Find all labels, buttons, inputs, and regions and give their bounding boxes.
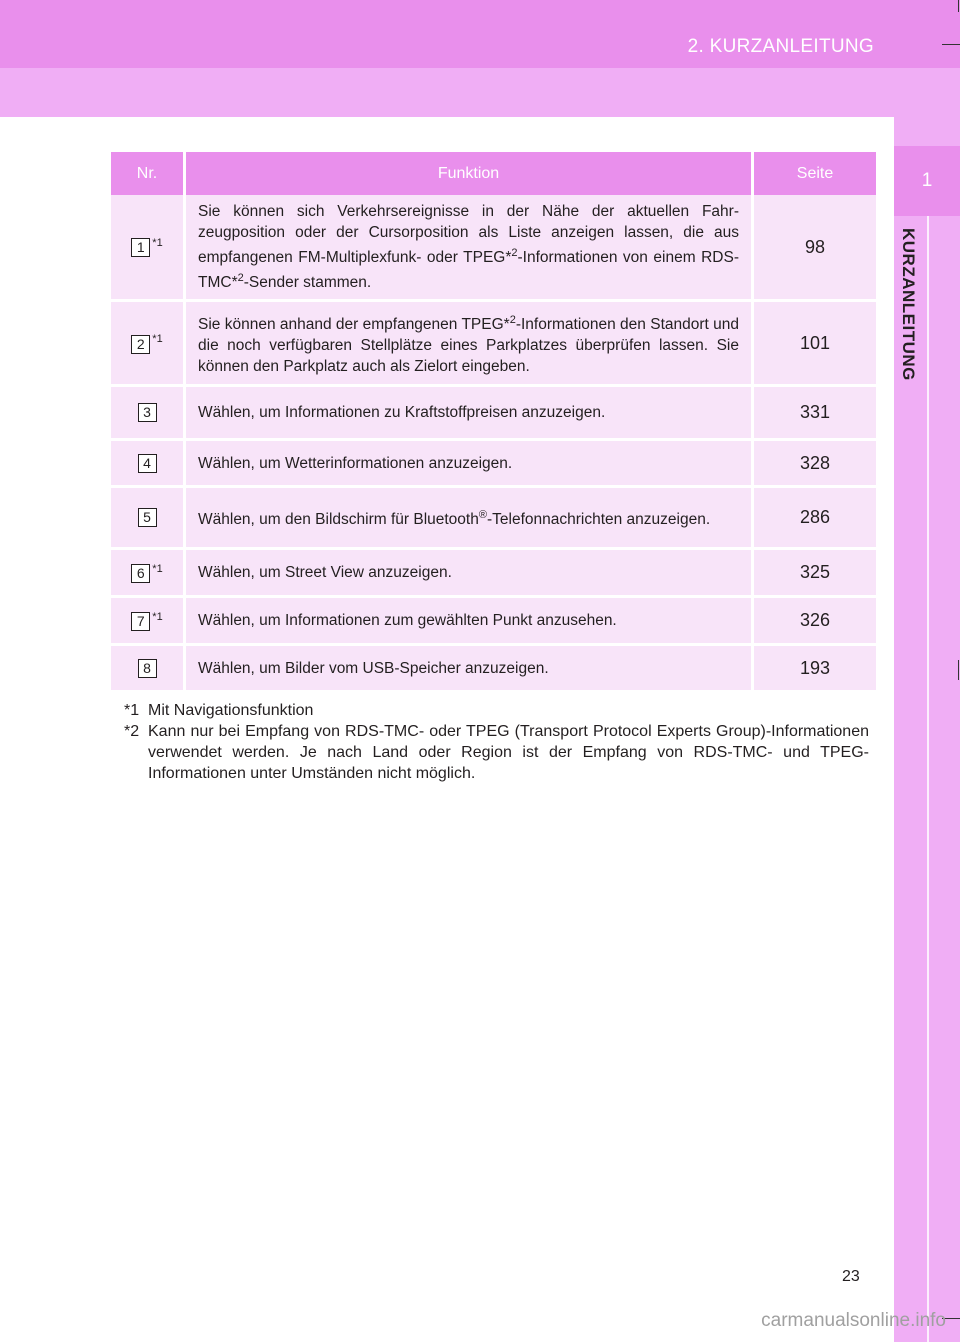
row-number [111, 440, 185, 487]
row-number [111, 195, 185, 301]
chapter-title: 2. KURZANLEITUNG [687, 36, 874, 57]
table-row [111, 386, 876, 440]
row-number [111, 597, 185, 645]
number-box: 1 [131, 238, 150, 257]
number-box: 6 [131, 564, 150, 583]
number-box: 7 [131, 612, 150, 631]
footnote-mark: *2 [124, 723, 140, 740]
row-function: Sie können anhand der empfangenen TPEG*$^2$-Informationen den Standort und die noch verfügbaren Stellplätze eines Parkplatzes überprüfen lassen. Sie können den Parkplatz auch als Zielort eingeben. [185, 301, 753, 386]
header-funktion: Funktion [185, 152, 753, 195]
watermark-text: carmanualsonline.info [761, 1310, 946, 1331]
row-function: Wählen, um Informationen zu Kraftstoffpreisen anzuzeigen. [185, 386, 753, 440]
side-divider [927, 216, 929, 1342]
row-function: Wählen, um Street View anzuzeigen. [185, 549, 753, 597]
footnote [124, 721, 869, 784]
row-page: 325 [753, 549, 877, 597]
row-function: Wählen, um Informationen zum gewählten Punkt anzusehen. [185, 597, 753, 645]
table-header-row [111, 152, 876, 195]
crop-mark [942, 44, 960, 45]
row-number [111, 386, 185, 440]
footnote-text: Mit Navigationsfunktion [148, 702, 314, 719]
row-function: Wählen, um den Bildschirm für Bluetooth®-Telefonnachrichten anzuzeigen. [185, 487, 753, 549]
row-number [111, 487, 185, 549]
crop-mark [958, 660, 959, 680]
row-page: 286 [753, 487, 877, 549]
row-function: Wählen, um Bilder vom USB-Speicher anzuzeigen. [185, 645, 753, 692]
table-row [111, 645, 876, 692]
row-number [111, 549, 185, 597]
row-page: 328 [753, 440, 877, 487]
crop-mark [958, 0, 959, 12]
page-number: 23 [842, 1268, 860, 1285]
header-seite: Seite [753, 152, 877, 195]
footnote-marker: *1 [152, 610, 163, 623]
table-row [111, 487, 876, 549]
chapter-tab-label: KURZANLEITUNG [899, 228, 918, 381]
table-row [111, 597, 876, 645]
table-row [111, 549, 876, 597]
table-row [111, 195, 876, 301]
row-page: 193 [753, 645, 877, 692]
row-number [111, 301, 185, 386]
chapter-tab-number: 1 [894, 146, 960, 216]
number-box: 5 [138, 508, 157, 527]
footnote-marker: *1 [152, 333, 163, 346]
number-box: 8 [138, 659, 157, 678]
row-function: Wählen, um Wetterinformationen anzuzeigen. [185, 440, 753, 487]
row-number [111, 645, 185, 692]
row-function: Sie können sich Verkehrsereignisse in der Nähe der aktuellen Fahrzeugposition oder der Cursorposition als Liste anzeigen lassen, die aus empfangenen FM-Multiplexfunk- oder TPEG*$^2$-Informationen von einem RDS-TMC*$^2$-Sender stammen. [185, 195, 753, 301]
footnotes [124, 700, 869, 784]
number-box: 3 [138, 403, 157, 422]
row-page: 326 [753, 597, 877, 645]
row-page: 101 [753, 301, 877, 386]
header-nr: Nr. [111, 152, 185, 195]
footnote-marker: *1 [152, 236, 163, 249]
footnote [124, 700, 869, 721]
footnote-text: Kann nur bei Empfang von RDS-TMC- oder TPEG (Transport Protocol Experts Group)-Informationen verwendet werden. Je nach Land oder Region ist der Empfang von RDS-TMC- und TPEG-Informationen unter Umständen nicht möglich. [148, 723, 869, 782]
row-page: 98 [753, 195, 877, 301]
table-row [111, 440, 876, 487]
number-box: 2 [131, 335, 150, 354]
footnote-marker: *1 [152, 562, 163, 575]
function-table [111, 152, 876, 693]
number-box: 4 [138, 454, 157, 473]
footnote-mark: *1 [124, 702, 140, 719]
table-row [111, 301, 876, 386]
row-page: 331 [753, 386, 877, 440]
